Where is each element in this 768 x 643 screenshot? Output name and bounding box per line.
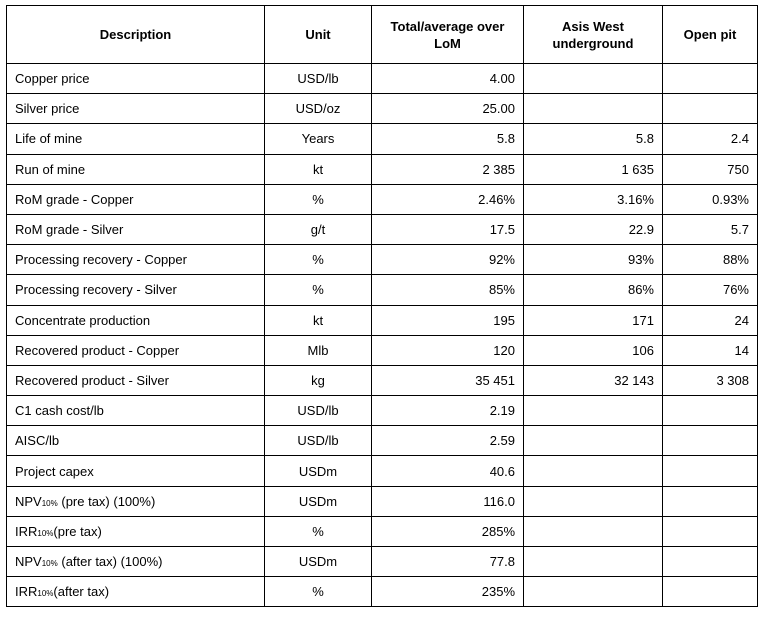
cell-description: Processing recovery - Copper bbox=[7, 245, 265, 275]
cell-asis-west: 3.16% bbox=[524, 184, 663, 214]
cell-total: 116.0 bbox=[372, 486, 524, 516]
cell-unit: g/t bbox=[265, 214, 372, 244]
cell-asis-west: 1 635 bbox=[524, 154, 663, 184]
description-main: IRR bbox=[15, 584, 38, 600]
cell-total: 5.8 bbox=[372, 124, 524, 154]
table-row bbox=[7, 516, 758, 546]
table-row bbox=[7, 365, 758, 395]
description-subscript: 10% bbox=[41, 559, 58, 569]
cell-open-pit: 14 bbox=[663, 335, 758, 365]
cell-asis-west: 32 143 bbox=[524, 365, 663, 395]
cell-description: Concentrate production bbox=[7, 305, 265, 335]
cell-unit: kt bbox=[265, 305, 372, 335]
cell-description: Processing recovery - Silver bbox=[7, 275, 265, 305]
cell-open-pit: 88% bbox=[663, 245, 758, 275]
cell-unit: Mlb bbox=[265, 335, 372, 365]
cell-open-pit bbox=[663, 547, 758, 577]
cell-unit: Years bbox=[265, 124, 372, 154]
cell-open-pit bbox=[663, 486, 758, 516]
cell-unit: % bbox=[265, 275, 372, 305]
cell-open-pit bbox=[663, 516, 758, 546]
cell-description: Recovered product - Copper bbox=[7, 335, 265, 365]
table-body bbox=[7, 64, 758, 607]
cell-unit: % bbox=[265, 245, 372, 275]
description-main: NPV bbox=[15, 493, 42, 509]
cell-asis-west bbox=[524, 396, 663, 426]
cell-total: 285% bbox=[372, 516, 524, 546]
cell-description bbox=[7, 577, 265, 607]
table-row bbox=[7, 94, 758, 124]
cell-unit: USDm bbox=[265, 456, 372, 486]
cell-total: 4.00 bbox=[372, 64, 524, 94]
cell-asis-west bbox=[524, 547, 663, 577]
cell-unit: USD/oz bbox=[265, 94, 372, 124]
cell-asis-west bbox=[524, 486, 663, 516]
cell-description: Run of mine bbox=[7, 154, 265, 184]
cell-unit: USDm bbox=[265, 486, 372, 516]
cell-unit: kg bbox=[265, 365, 372, 395]
header-asis-west: Asis West underground bbox=[524, 6, 663, 64]
table-row bbox=[7, 154, 758, 184]
cell-description bbox=[7, 547, 265, 577]
description-suffix: (after tax) (100%) bbox=[57, 554, 163, 570]
cell-total: 235% bbox=[372, 577, 524, 607]
header-open-pit: Open pit bbox=[663, 6, 758, 64]
description-suffix: (pre tax) bbox=[53, 523, 102, 539]
table-row bbox=[7, 64, 758, 94]
cell-total: 2.46% bbox=[372, 184, 524, 214]
cell-description: Copper price bbox=[7, 64, 265, 94]
cell-asis-west: 106 bbox=[524, 335, 663, 365]
cell-open-pit bbox=[663, 577, 758, 607]
cell-total: 25.00 bbox=[372, 94, 524, 124]
cell-unit: USD/lb bbox=[265, 396, 372, 426]
cell-asis-west bbox=[524, 577, 663, 607]
description-subscript: 10% bbox=[37, 528, 54, 538]
cell-total: 77.8 bbox=[372, 547, 524, 577]
cell-open-pit: 24 bbox=[663, 305, 758, 335]
header-total: Total/average over LoM bbox=[372, 6, 524, 64]
header-row bbox=[7, 6, 758, 64]
cell-total: 85% bbox=[372, 275, 524, 305]
table-row bbox=[7, 335, 758, 365]
cell-open-pit bbox=[663, 426, 758, 456]
cell-total: 2 385 bbox=[372, 154, 524, 184]
cell-total: 35 451 bbox=[372, 365, 524, 395]
description-suffix: (pre tax) (100%) bbox=[57, 493, 156, 509]
table-row bbox=[7, 426, 758, 456]
table-row bbox=[7, 214, 758, 244]
table-row bbox=[7, 396, 758, 426]
cell-open-pit bbox=[663, 396, 758, 426]
cell-total: 2.59 bbox=[372, 426, 524, 456]
cell-asis-west bbox=[524, 516, 663, 546]
cell-description: C1 cash cost/lb bbox=[7, 396, 265, 426]
cell-asis-west: 171 bbox=[524, 305, 663, 335]
description-main: NPV bbox=[15, 554, 42, 570]
cell-total: 2.19 bbox=[372, 396, 524, 426]
cell-unit: % bbox=[265, 577, 372, 607]
cell-unit: % bbox=[265, 184, 372, 214]
cell-asis-west: 93% bbox=[524, 245, 663, 275]
cell-description bbox=[7, 486, 265, 516]
cell-total: 195 bbox=[372, 305, 524, 335]
cell-asis-west bbox=[524, 94, 663, 124]
description-suffix: (after tax) bbox=[53, 584, 110, 600]
description-subscript: 10% bbox=[37, 589, 54, 599]
cell-total: 120 bbox=[372, 335, 524, 365]
cell-open-pit: 750 bbox=[663, 154, 758, 184]
mine-economics-table bbox=[6, 5, 758, 607]
cell-description: Life of mine bbox=[7, 124, 265, 154]
cell-total: 17.5 bbox=[372, 214, 524, 244]
cell-description: RoM grade - Silver bbox=[7, 214, 265, 244]
table-container bbox=[6, 5, 758, 607]
table-row bbox=[7, 184, 758, 214]
cell-description: Project capex bbox=[7, 456, 265, 486]
description-subscript: 10% bbox=[41, 498, 58, 508]
description-main: IRR bbox=[15, 523, 38, 539]
table-row bbox=[7, 486, 758, 516]
cell-open-pit: 2.4 bbox=[663, 124, 758, 154]
cell-description: AISC/lb bbox=[7, 426, 265, 456]
cell-open-pit bbox=[663, 94, 758, 124]
cell-unit: kt bbox=[265, 154, 372, 184]
cell-unit: USDm bbox=[265, 547, 372, 577]
cell-open-pit: 3 308 bbox=[663, 365, 758, 395]
cell-open-pit: 0.93% bbox=[663, 184, 758, 214]
cell-unit: USD/lb bbox=[265, 426, 372, 456]
header-description: Description bbox=[7, 6, 265, 64]
cell-asis-west: 5.8 bbox=[524, 124, 663, 154]
cell-description: RoM grade - Copper bbox=[7, 184, 265, 214]
cell-open-pit bbox=[663, 64, 758, 94]
table-row bbox=[7, 547, 758, 577]
cell-description: Silver price bbox=[7, 94, 265, 124]
cell-unit: % bbox=[265, 516, 372, 546]
table-row bbox=[7, 577, 758, 607]
cell-asis-west: 22.9 bbox=[524, 214, 663, 244]
cell-open-pit: 76% bbox=[663, 275, 758, 305]
cell-description: Recovered product - Silver bbox=[7, 365, 265, 395]
cell-total: 92% bbox=[372, 245, 524, 275]
table-row bbox=[7, 124, 758, 154]
cell-asis-west bbox=[524, 456, 663, 486]
table-row bbox=[7, 456, 758, 486]
cell-asis-west bbox=[524, 64, 663, 94]
header-unit: Unit bbox=[265, 6, 372, 64]
cell-asis-west: 86% bbox=[524, 275, 663, 305]
cell-description bbox=[7, 516, 265, 546]
cell-total: 40.6 bbox=[372, 456, 524, 486]
table-row bbox=[7, 245, 758, 275]
cell-open-pit bbox=[663, 456, 758, 486]
cell-asis-west bbox=[524, 426, 663, 456]
table-row bbox=[7, 275, 758, 305]
cell-unit: USD/lb bbox=[265, 64, 372, 94]
cell-open-pit: 5.7 bbox=[663, 214, 758, 244]
table-row bbox=[7, 305, 758, 335]
